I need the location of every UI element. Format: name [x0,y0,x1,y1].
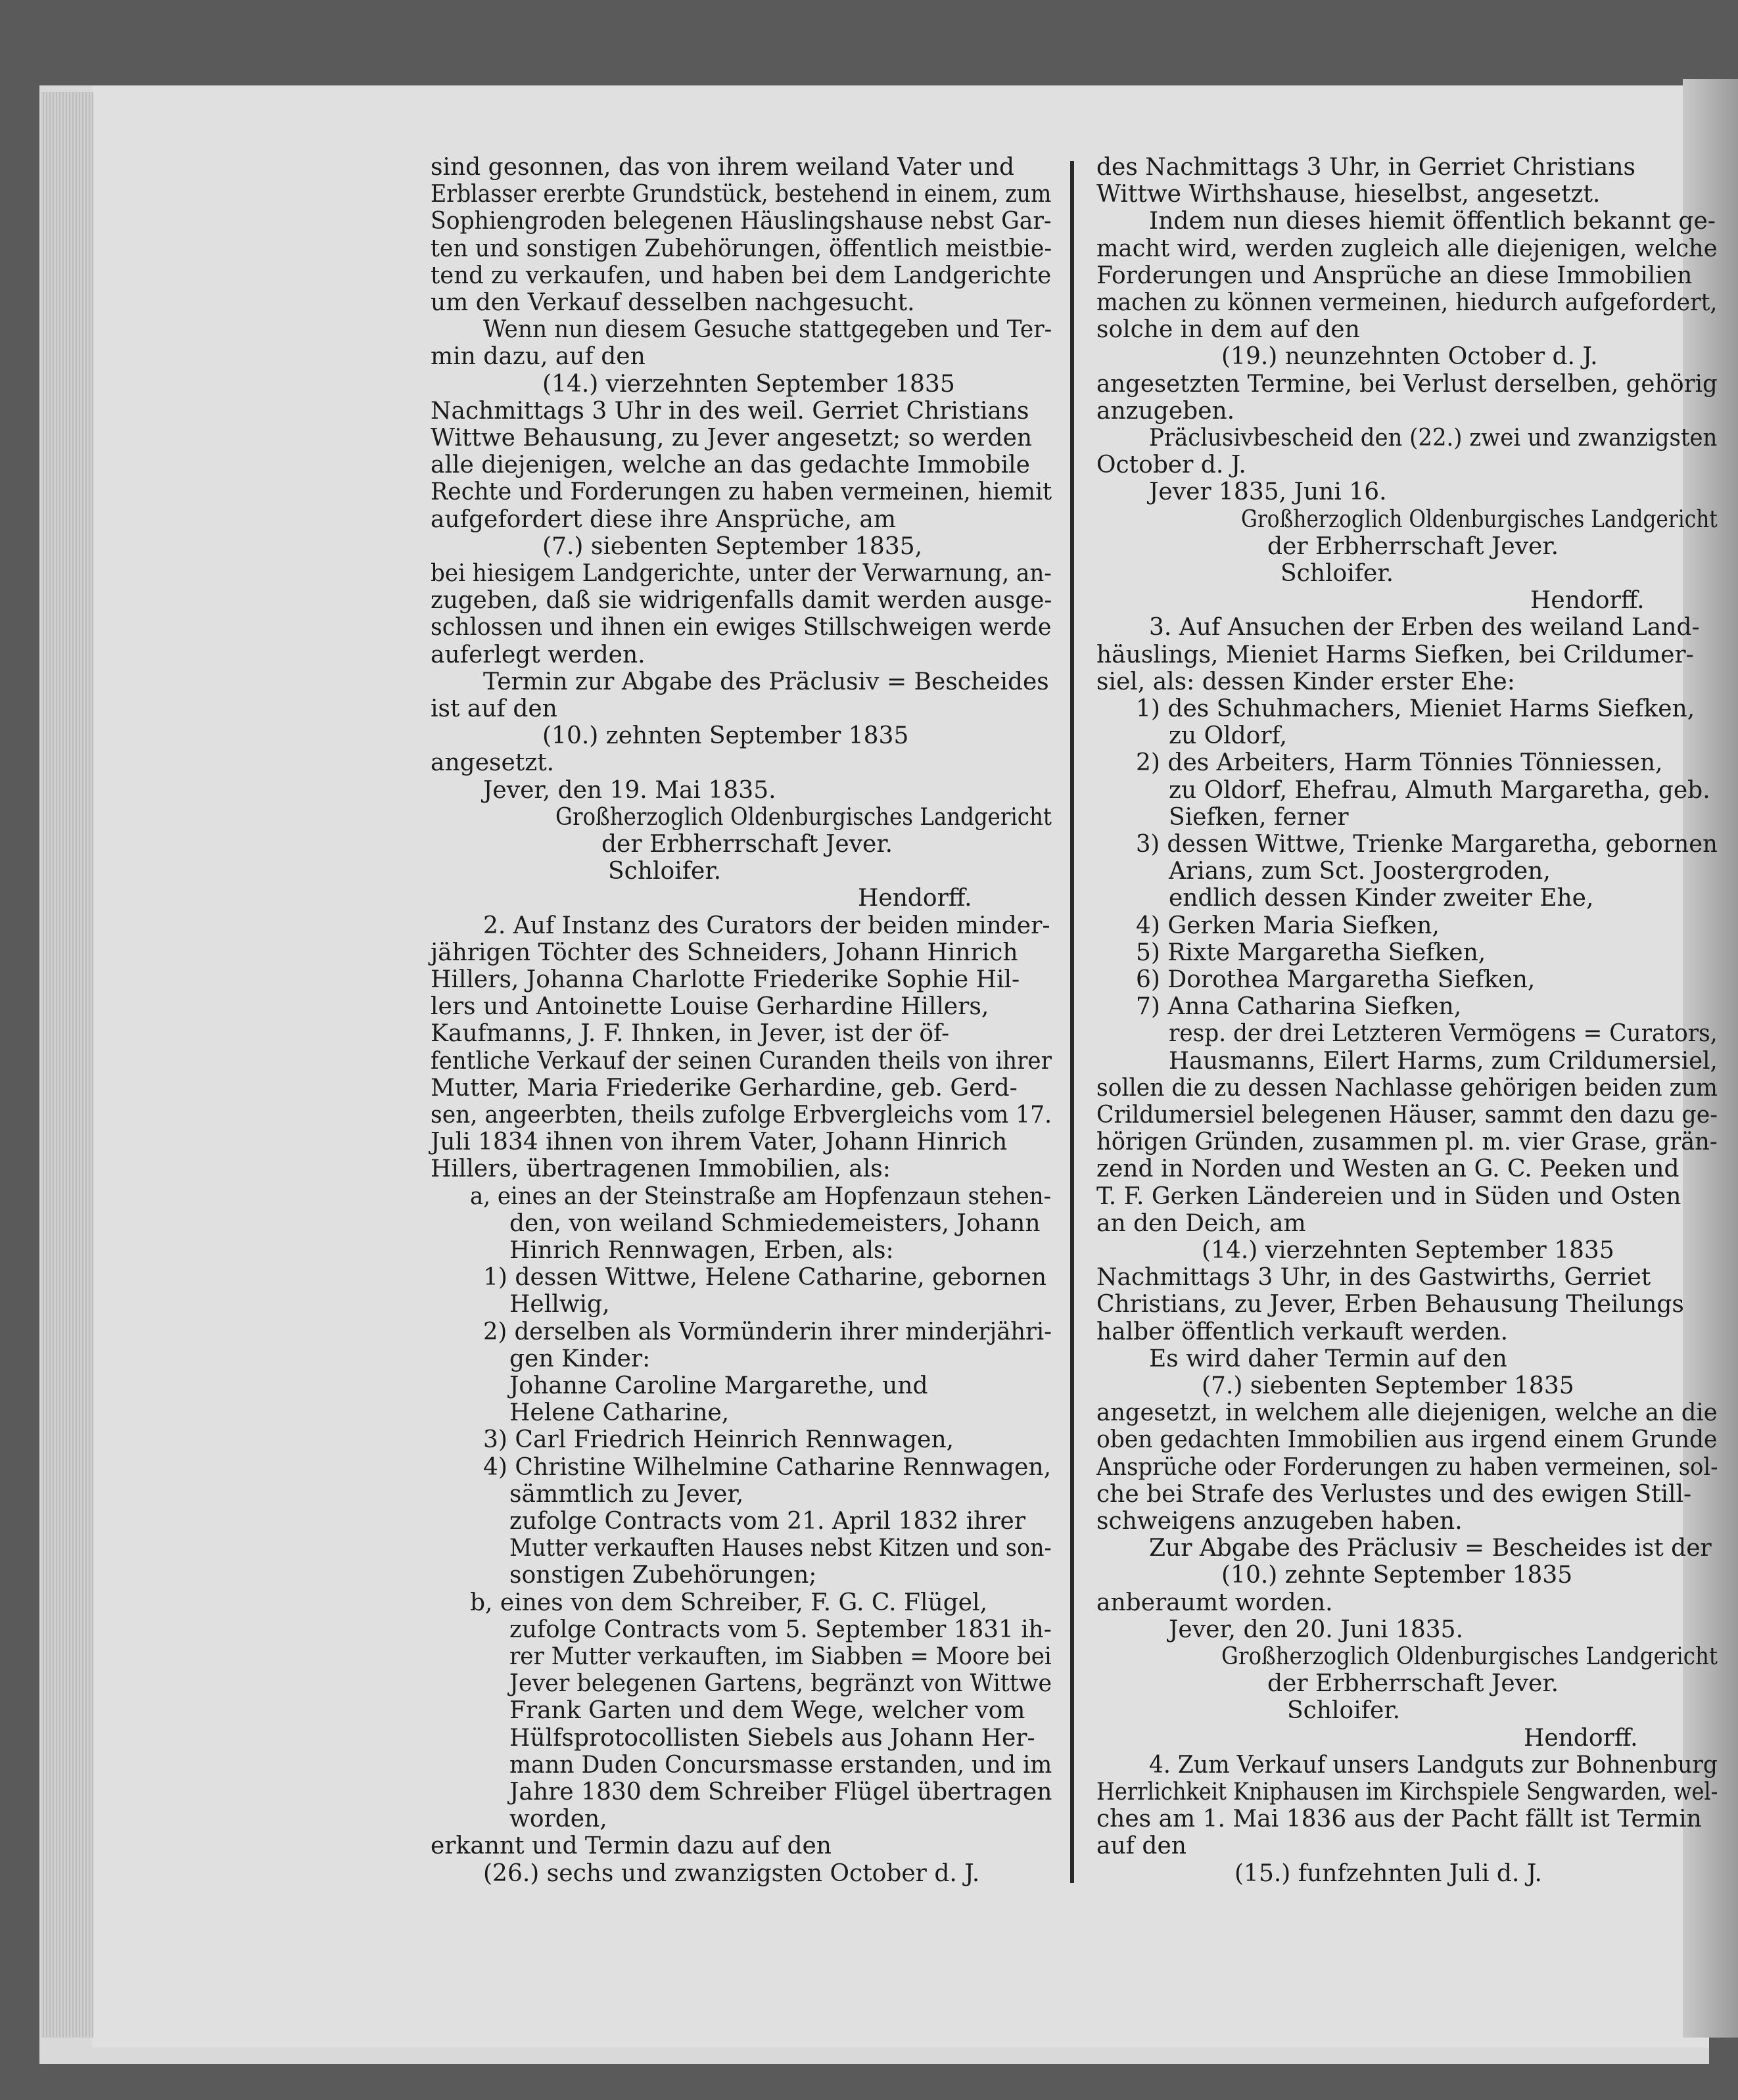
text-line: Nachmittags 3 Uhr in des weil. Gerriet Christians [431,397,1029,425]
text-line: fentliche Verkauf der seinen Curanden theils von ihrer [431,1047,1052,1075]
text-line: alle diejenigen, welche an das gedachte Immobile [431,452,1030,479]
text-line: 2. Auf Instanz des Curators der beiden minder- [483,912,1050,939]
text-line: Hendorff. [858,885,972,912]
text-line: sonstigen Zubehörungen; [509,1562,817,1589]
text-line: Sophiengroden belegenen Häuslingshause nebst Gar- [431,208,1052,235]
text-line: hörigen Gründen, zusammen pl. m. vier Grase, grän- [1096,1129,1718,1156]
text-line: erkannt und Termin dazu auf den [431,1832,832,1860]
text-line: auf den [1096,1832,1186,1860]
text-line: (14.) vierzehnten September 1835 [542,370,955,398]
text-line: anberaumt worden. [1096,1589,1333,1616]
text-line: lers und Antoinette Louise Gerhardine Hillers, [431,993,989,1021]
text-line: zend in Norden und Westen an G. C. Peeken und [1096,1155,1679,1183]
text-line: Großherzoglich Oldenburgisches Landgericht [1241,505,1718,533]
text-line: auferlegt werden. [431,641,646,668]
text-line: (7.) siebenten September 1835 [1202,1372,1574,1399]
text-line: endlich dessen Kinder zweiter Ehe, [1169,885,1594,912]
text-line: aufgefordert diese ihre Ansprüche, am [431,505,896,533]
text-line: Wittwe Behausung, zu Jever angesetzt; so werden [431,425,1033,452]
text-line: (14.) vierzehnten September 1835 [1202,1237,1614,1264]
text-line: min dazu, auf den [431,343,646,371]
text-line: (19.) neunzehnten October d. J. [1221,343,1598,371]
text-line: Hendorff. [1524,1724,1638,1752]
text-line: Jever, den 20. Juni 1835. [1169,1616,1464,1643]
text-line: zu Oldorf, [1169,722,1288,750]
text-line: b, eines von dem Schreiber, F. G. C. Flügel, [470,1589,988,1616]
text-line: an den Deich, am [1096,1209,1306,1237]
text-line: Jever, den 19. Mai 1835. [483,776,776,804]
text-line: oben gedachten Immobilien aus irgend einem Grunde [1096,1426,1718,1454]
text-line: Erblasser ererbte Grundstück, bestehend in einem, zum [431,181,1052,208]
page-stack-edge [41,92,93,2038]
text-line: 2) des Arbeiters, Harm Tönnies Tönniessen, [1136,749,1663,777]
text-line: worden, [509,1806,607,1833]
text-line: che bei Strafe des Verlustes und des ewigen Still- [1096,1480,1692,1508]
text-line: anzugeben. [1096,397,1235,425]
text-line: Großherzoglich Oldenburgisches Landgericht [555,803,1052,831]
text-line: Forderungen und Ansprüche an diese Immobilien [1096,262,1693,289]
text-line: gen Kinder: [509,1345,651,1372]
text-line: Jever belegenen Gartens, begränzt von Wittwe [509,1670,1052,1698]
text-line: 3. Auf Ansuchen der Erben des weiland Land- [1149,614,1700,642]
text-line: Präclusivbescheid den (22.) zwei und zwanzigsten [1149,425,1718,452]
text-line: angesetzt. [431,749,555,777]
text-line: sämmtlich zu Jever, [509,1480,744,1508]
text-line: der Erbherrschaft Jever. [601,831,893,858]
text-line: Schloifer. [1287,1697,1401,1725]
text-line: 1) des Schuhmachers, Mieniet Harms Siefken, [1136,695,1695,722]
text-line: Indem nun dieses hiemit öffentlich bekannt ge- [1149,208,1716,235]
text-line: resp. der drei Letzteren Vermögens = Curators, [1169,1020,1718,1048]
text-line: zufolge Contracts vom 21. April 1832 ihrer [509,1508,1026,1535]
text-line: Kaufmanns, J. F. Ihnken, in Jever, ist der öf- [431,1020,950,1048]
text-line: angesetzten Termine, bei Verlust derselben, gehörig [1096,370,1718,398]
text-line: Frank Garten und dem Wege, welcher vom [509,1697,1025,1725]
text-line: häuslings, Mieniet Harms Siefken, bei Crildumer- [1096,641,1694,668]
text-line: 2) derselben als Vormünderin ihrer minderjähri- [483,1318,1052,1345]
text-line: sen, angeerbten, theils zufolge Erbvergleichs vom 17. [431,1102,1052,1129]
text-line: mann Duden Concursmasse erstanden, und im [509,1751,1052,1779]
text-line: Mutter verkauften Hauses nebst Kitzen und son- [509,1535,1052,1562]
text-line: siel, als: dessen Kinder erster Ehe: [1096,668,1515,695]
text-line: Jever 1835, Juni 16. [1149,478,1387,506]
text-line: zu Oldorf, Ehefrau, Almuth Margaretha, geb. [1169,776,1710,804]
text-line: T. F. Gerken Ländereien und in Süden und Osten [1096,1182,1681,1210]
text-line: Juli 1834 ihnen von ihrem Vater, Johann Hinrich [431,1129,1008,1156]
text-line: Es wird daher Termin auf den [1149,1345,1507,1372]
text-line: 4. Zum Verkauf unsers Landguts zur Bohnenburg [1149,1751,1718,1779]
text-line: Wittwe Wirthshause, hieselbst, angesetzt. [1096,181,1601,208]
text-line: machen zu können vermeinen, hiedurch aufgefordert, [1096,289,1718,316]
text-line: zufolge Contracts vom 5. September 1831 ih- [509,1616,1052,1643]
text-line: 3) Carl Friedrich Heinrich Rennwagen, [483,1426,954,1454]
text-line: Wenn nun diesem Gesuche stattgegeben und Ter- [483,316,1052,344]
text-line: zugeben, daß sie widrigenfalls damit werden ausge- [431,587,1052,615]
text-line: Großherzoglich Oldenburgisches Landgericht [1221,1643,1718,1670]
text-line: 7) Anna Catharina Siefken, [1136,993,1462,1021]
text-line: ten und sonstigen Zubehörungen, öffentlich meistbie- [431,235,1052,262]
text-line: 3) dessen Wittwe, Trienke Margaretha, gebornen [1136,831,1718,858]
text-line: ches am 1. Mai 1836 aus der Pacht fällt ist Termin [1096,1806,1702,1833]
text-line: der Erbherrschaft Jever. [1267,532,1559,560]
text-line: 4) Gerken Maria Siefken, [1136,912,1440,939]
text-line: Ansprüche oder Forderungen zu haben vermeinen, sol- [1096,1453,1718,1481]
text-line: um den Verkauf desselben nachgesucht. [431,289,915,316]
text-line: bei hiesigem Landgerichte, unter der Verwarnung, an- [431,560,1052,587]
text-line: Hülfsprotocollisten Siebels aus Johann Her- [509,1724,1035,1752]
text-line: sind gesonnen, das von ihrem weiland Vater und [431,154,1015,181]
text-line: Schloifer. [1280,560,1394,587]
text-line: (26.) sechs und zwanzigsten October d. J. [483,1859,980,1887]
text-line: Crildumersiel belegenen Häuser, sammt den dazu ge- [1096,1102,1718,1129]
column-divider [1070,161,1074,1883]
text-line: a, eines an der Steinstraße am Hopfenzaun stehen- [470,1182,1052,1210]
text-line: 5) Rixte Margaretha Siefken, [1136,939,1486,966]
text-line: Siefken, ferner [1169,803,1349,831]
text-line: schlossen und ihnen ein ewiges Stillschweigen werde [431,614,1052,642]
text-line: Hinrich Rennwagen, Erben, als: [509,1237,894,1264]
text-line: halber öffentlich verkauft werden. [1096,1318,1509,1345]
text-line: den, von weiland Schmiedemeisters, Johann [509,1209,1041,1237]
text-line: Termin zur Abgabe des Präclusiv = Bescheides [483,668,1049,695]
text-line: des Nachmittags 3 Uhr, in Gerriet Christians [1096,154,1635,181]
text-line: Zur Abgabe des Präclusiv = Bescheides ist der [1149,1535,1712,1562]
text-line: Jahre 1830 dem Schreiber Flügel übertragen [509,1779,1052,1806]
text-line: der Erbherrschaft Jever. [1267,1670,1559,1698]
text-line: 1) dessen Wittwe, Helene Catharine, gebornen [483,1264,1047,1292]
text-line: (15.) funfzehnten Juli d. J. [1234,1859,1542,1887]
text-line: Hendorff. [1530,587,1645,615]
text-line: 6) Dorothea Margaretha Siefken, [1136,966,1536,993]
text-line: Herrlichkeit Kniphausen im Kirchspiele Sengwarden, wel- [1096,1779,1718,1806]
text-line: Schloifer. [608,858,722,885]
text-line: schweigens anzugeben haben. [1096,1508,1463,1535]
text-line: Hillers, Johanna Charlotte Friederike Sophie Hil- [431,966,1020,993]
text-line: (10.) zehnten September 1835 [542,722,909,750]
text-line: Mutter, Maria Friederike Gerhardine, geb. Gerd- [431,1074,1018,1102]
text-line: Johanne Caroline Margarethe, und [509,1372,928,1399]
text-line: Christians, zu Jever, Erben Behausung Theilungs [1096,1291,1684,1318]
text-line: Nachmittags 3 Uhr, in des Gastwirths, Gerriet [1096,1264,1651,1292]
text-line: 4) Christine Wilhelmine Catharine Rennwagen, [483,1453,1052,1481]
text-line: (10.) zehnte September 1835 [1221,1562,1573,1589]
text-line: angesetzt, in welchem alle diejenigen, welche an die [1096,1399,1718,1427]
text-line: Helene Catharine, [509,1399,730,1427]
text-line: (7.) siebenten September 1835, [542,532,923,560]
text-line: October d. J. [1096,452,1246,479]
text-line: Hellwig, [509,1291,610,1318]
text-line: solche in dem auf den [1096,316,1360,344]
text-line: rer Mutter verkauften, im Siabben = Moore bei [509,1643,1052,1670]
text-line: tend zu verkaufen, und haben bei dem Landgerichte [431,262,1052,289]
text-line: Hillers, übertragenen Immobilien, als: [431,1155,891,1183]
text-line: Hausmanns, Eilert Harms, zum Crildumersiel, [1169,1047,1718,1075]
text-line: Rechte und Forderungen zu haben vermeinen, hiemit [431,478,1052,506]
text-line: ist auf den [431,695,557,722]
text-line: sollen die zu dessen Nachlasse gehörigen beiden zum [1096,1074,1718,1102]
text-line: jährigen Töchter des Schneiders, Johann Hinrich [431,939,1018,966]
text-line: macht wird, werden zugleich alle diejenigen, welche [1096,235,1718,262]
text-line: Arians, zum Sct. Joostergroden, [1169,858,1551,885]
